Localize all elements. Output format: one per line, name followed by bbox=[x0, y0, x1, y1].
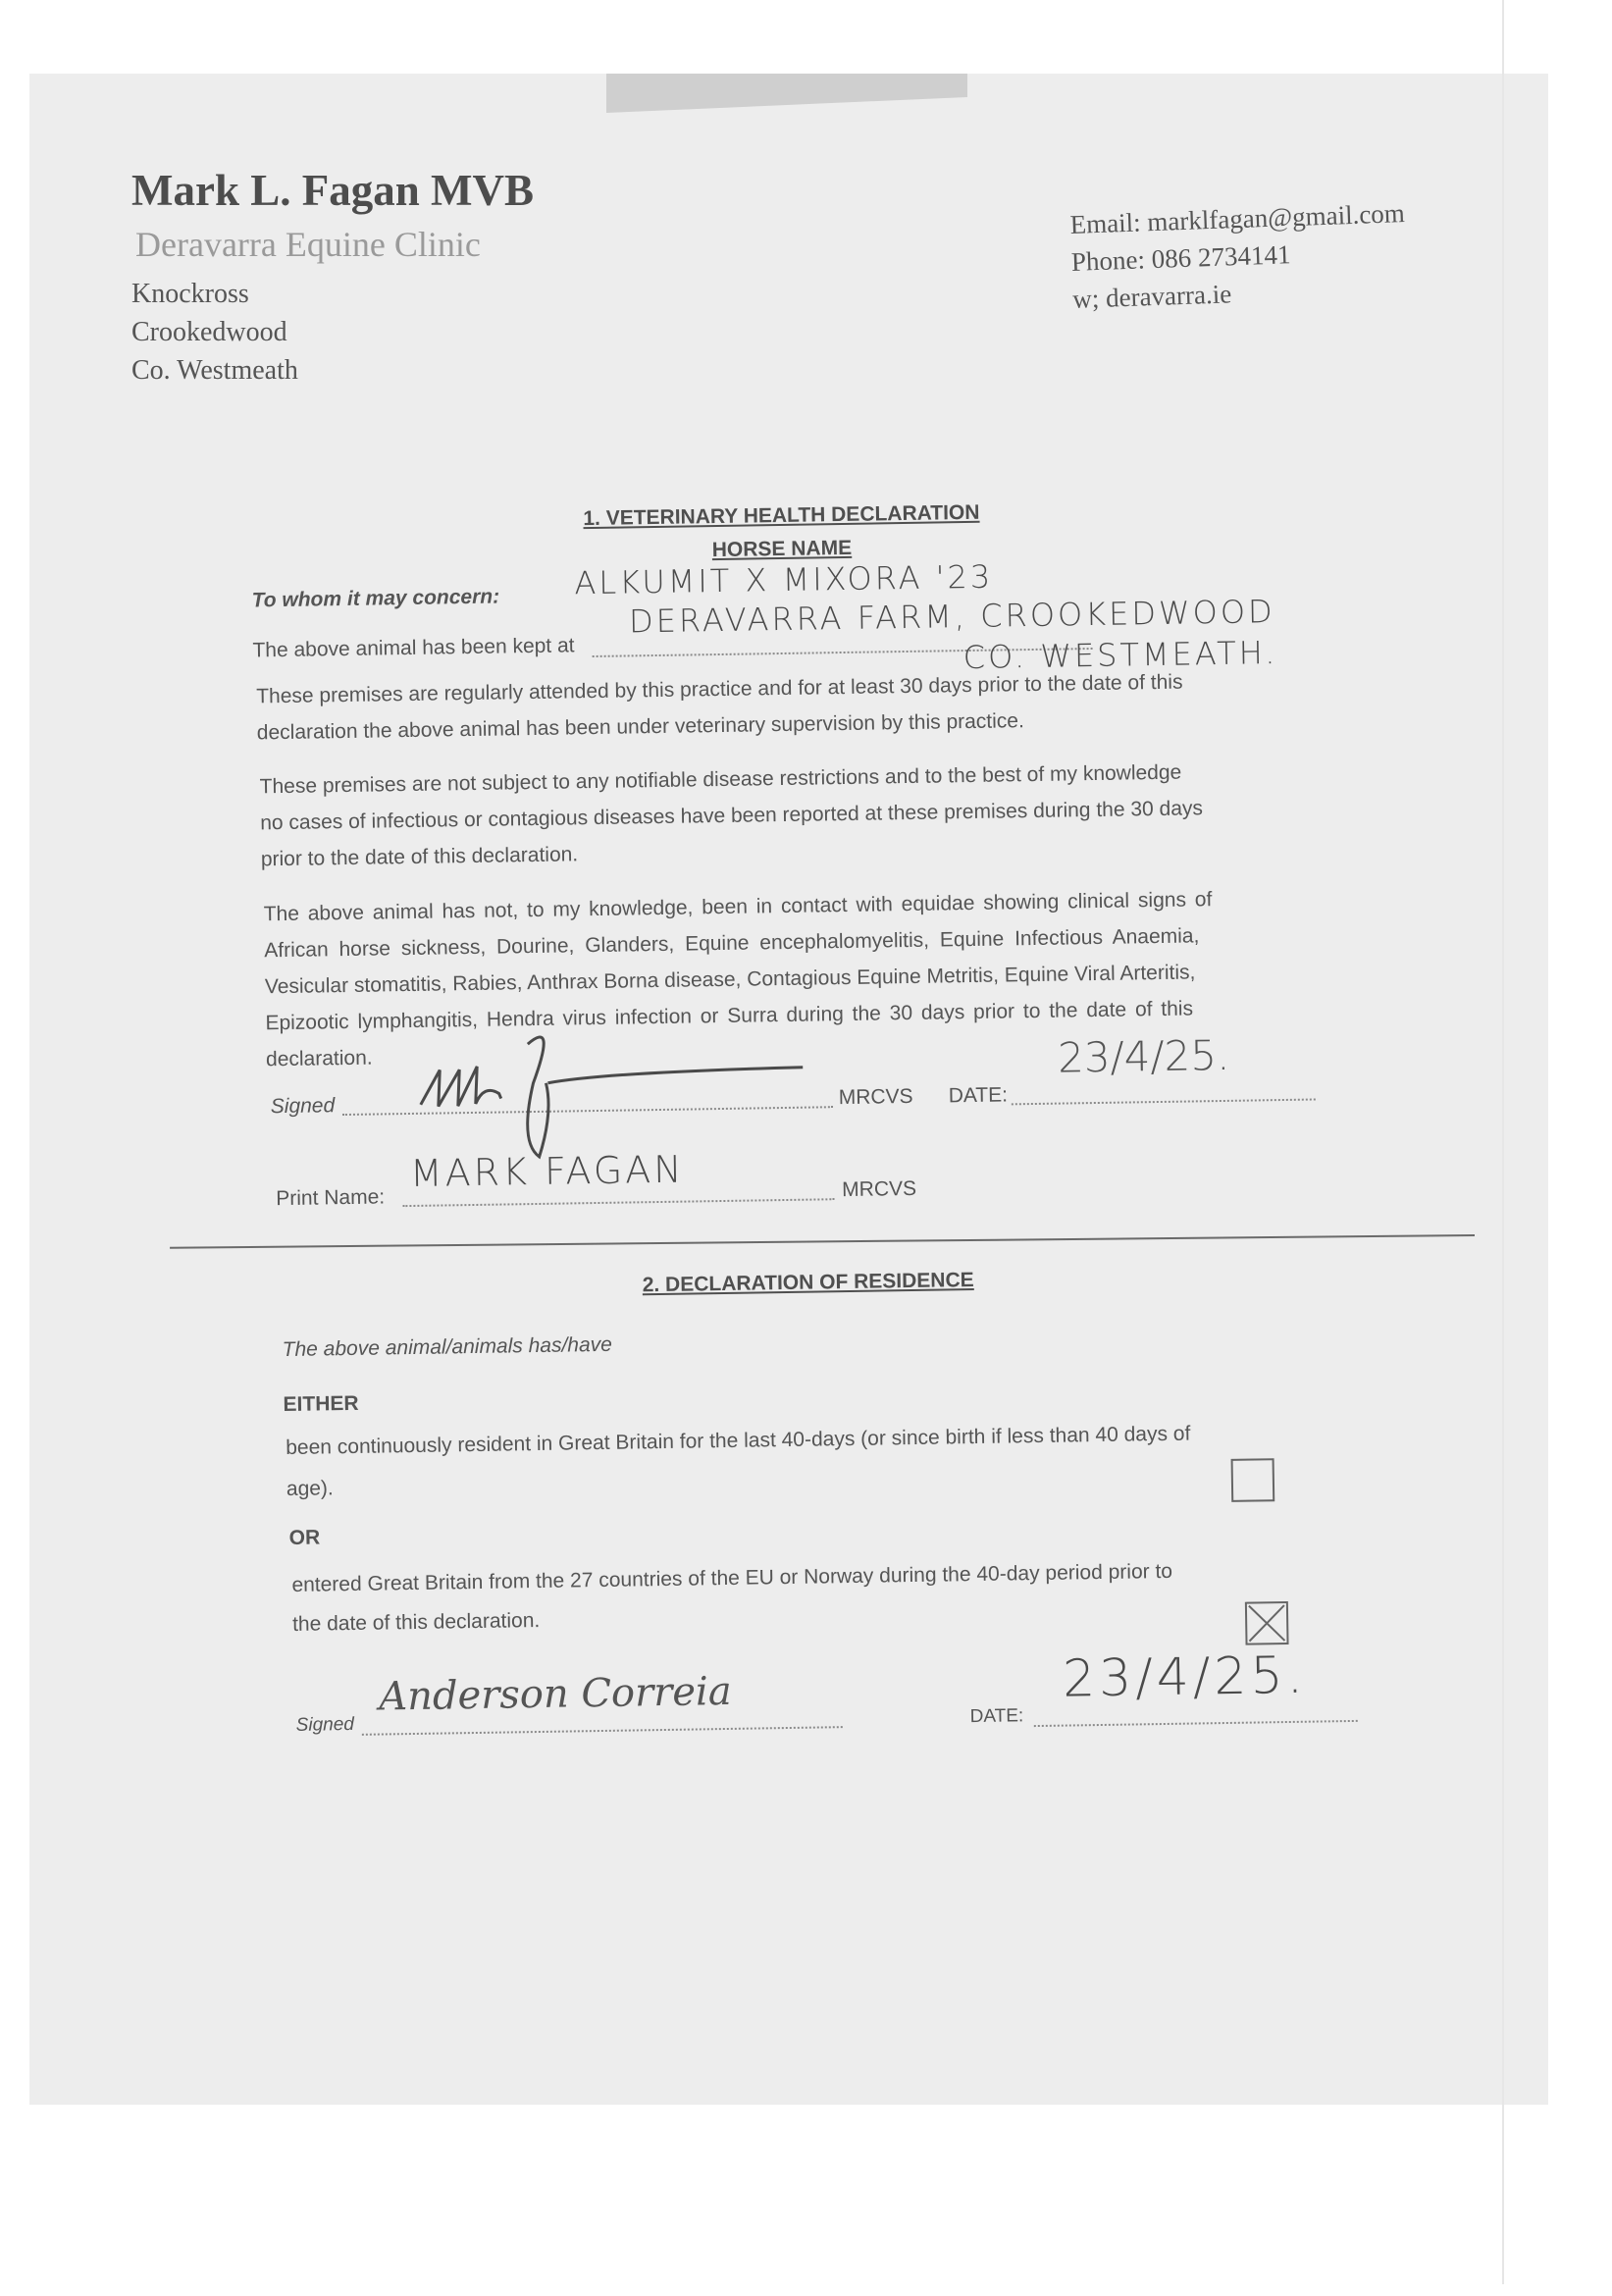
section1-heading: 1. VETERINARY HEALTH DECLARATION bbox=[583, 500, 980, 531]
vet-name: Mark L. Fagan MVB bbox=[131, 166, 534, 215]
paragraph-line: Vesicular stomatitis, Rabies, Anthrax Borna disease, Contagious Equine Metritis, Equine Viral Arteritis, bbox=[264, 961, 1196, 999]
phone: 086 2734141 bbox=[1151, 239, 1291, 275]
paragraph-line: African horse sickness, Dourine, Glanders, Equine encephalomyelitis, Equine Infectious Anaemia, bbox=[264, 924, 1200, 963]
option2-line: the date of this declaration. bbox=[291, 1608, 541, 1636]
website: deravarra.ie bbox=[1105, 279, 1232, 313]
vet-date-value: 23/4/25. bbox=[1057, 1030, 1230, 1082]
email: marklfagan@gmail.com bbox=[1146, 198, 1406, 237]
date-line bbox=[1012, 1098, 1316, 1105]
option2-checkbox[interactable] bbox=[1245, 1601, 1289, 1645]
address-line: Crookedwood bbox=[131, 317, 287, 347]
email-label: Email: bbox=[1069, 207, 1142, 239]
print-mrcvs-label: MRCVS bbox=[842, 1176, 917, 1202]
checkbox-x-icon bbox=[1247, 1603, 1287, 1644]
residence-intro: The above animal/animals has/have bbox=[282, 1332, 613, 1362]
clinic-name: Deravarra Equine Clinic bbox=[135, 225, 481, 264]
mrcvs-label: MRCVS bbox=[838, 1084, 913, 1110]
owner-signature-line bbox=[362, 1726, 843, 1736]
print-name-value: MARK FAGAN bbox=[409, 1147, 685, 1195]
horse-name-value: ALKUMIT X MIXORA '23 bbox=[574, 557, 994, 602]
owner-date-line bbox=[1034, 1720, 1358, 1727]
paragraph-line: prior to the date of this declaration. bbox=[260, 843, 579, 871]
owner-date-value: 23/4/25. bbox=[1062, 1645, 1308, 1709]
date-label: DATE: bbox=[948, 1083, 1009, 1108]
owner-date-label: DATE: bbox=[969, 1705, 1024, 1728]
paragraph-line: The above animal has not, to my knowledge, been in contact with equidae showing clinical signs of bbox=[263, 888, 1213, 926]
option2-line: entered Great Britain from the 27 countries of the EU or Norway during the 40-day period prior to bbox=[291, 1559, 1173, 1596]
paragraph-line: These premises are not subject to any notifiable disease restrictions and to the best of my knowledge bbox=[259, 760, 1182, 799]
or-label: OR bbox=[288, 1526, 321, 1549]
paragraph-line: declaration. bbox=[265, 1046, 373, 1071]
option1-checkbox[interactable] bbox=[1231, 1458, 1275, 1502]
owner-signature: Anderson Correia bbox=[378, 1668, 732, 1720]
either-label: EITHER bbox=[283, 1391, 359, 1417]
to-whom-label: To whom it may concern: bbox=[251, 585, 500, 612]
section-divider bbox=[170, 1234, 1475, 1249]
print-name-line bbox=[402, 1198, 834, 1207]
kept-at-value-line2: CO. WESTMEATH. bbox=[962, 634, 1278, 677]
paragraph-line: Epizootic lymphangitis, Hendra virus infection or Surra during the 30 days prior to the date of this bbox=[265, 997, 1194, 1035]
print-name-label: Print Name: bbox=[276, 1185, 386, 1211]
section2-heading: 2. DECLARATION OF RESIDENCE bbox=[642, 1268, 974, 1297]
web-label: w; bbox=[1071, 284, 1100, 314]
address-line: Co. Westmeath bbox=[131, 355, 298, 386]
paragraph-line: These premises are regularly attended by this practice and for at least 30 days prior to the date of this bbox=[256, 670, 1183, 708]
kept-at-value: DERAVARRA FARM, CROOKEDWOOD bbox=[628, 593, 1275, 641]
phone-label: Phone: bbox=[1070, 244, 1146, 277]
address-line: Knockross bbox=[131, 279, 249, 309]
paragraph-line: declaration the above animal has been under veterinary supervision by this practice. bbox=[256, 709, 1025, 745]
vet-signature bbox=[410, 1019, 824, 1164]
owner-signed-label: Signed bbox=[295, 1713, 355, 1736]
option1-line: been continuously resident in Great Britain for the last 40-days (or since birth if less than 40 days of bbox=[286, 1422, 1191, 1460]
kept-at-label: The above animal has been kept at bbox=[252, 634, 575, 662]
signed-label: Signed bbox=[270, 1094, 336, 1119]
paragraph-line: no cases of infectious or contagious diseases have been reported at these premises during the 30 days bbox=[260, 797, 1204, 835]
option1-line: age). bbox=[286, 1477, 334, 1501]
horse-name-heading: HORSE NAME bbox=[711, 536, 853, 562]
